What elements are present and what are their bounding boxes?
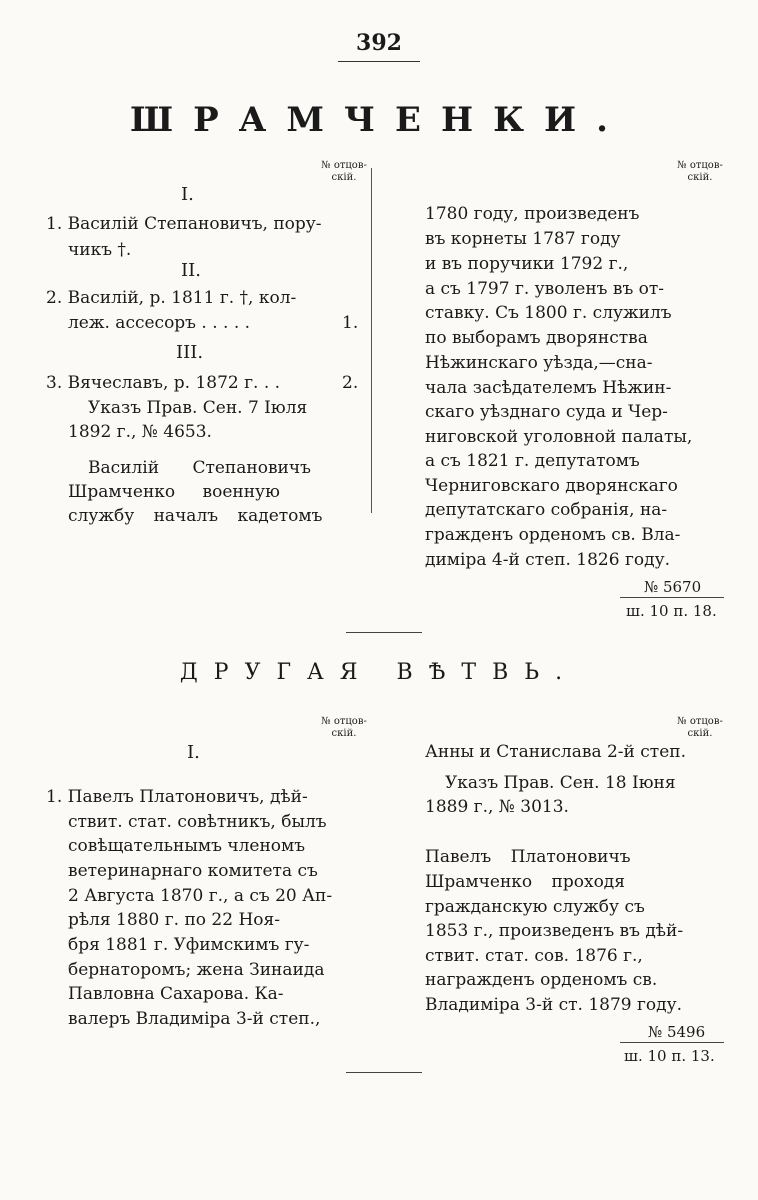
right-line-4: а съ 1797 г. уволенъ въ от- xyxy=(425,279,665,299)
right-line-6: по выборамъ дворянства xyxy=(425,328,648,348)
entry-3-line-2: Указъ Прав. Сен. 7 Іюля xyxy=(88,398,308,418)
column-header-left-2: № отцов- скій. xyxy=(321,716,367,739)
bio-line-1: Василій Степановичъ xyxy=(88,458,311,478)
branch2-archive-number: № 5496 xyxy=(648,1023,706,1041)
branch2-left-line-3: совѣщательнымъ членомъ xyxy=(68,836,306,856)
branch2-bio-line-1: Павелъ Платоновичъ xyxy=(425,847,631,867)
right-line-10: ниговской уголовной палаты, xyxy=(425,427,693,447)
entry-3-line-1: 3. Вячеславъ, р. 1872 г. . . xyxy=(46,373,281,393)
entry-2-line-2: леж. ассесоръ . . . . . xyxy=(68,313,251,333)
branch2-left-line-9: Павловна Сахарова. Ка- xyxy=(68,984,284,1004)
branch2-bio-line-4: 1853 г., произведенъ въ дѣй- xyxy=(425,921,684,941)
bottom-separator xyxy=(346,1072,422,1073)
right-line-9: скаго уѣзднаго суда и Чер- xyxy=(425,402,668,422)
right-line-2: въ корнеты 1787 году xyxy=(425,229,621,249)
entry-2-father-number: 1. xyxy=(342,313,359,333)
column-header-right-2: № отцов- скій. xyxy=(677,716,723,739)
archive-rule xyxy=(620,597,724,598)
section-separator xyxy=(346,632,422,633)
branch2-bio-line-7: Владиміра 3-й ст. 1879 году. xyxy=(425,995,683,1015)
entry-3-father-number: 2. xyxy=(342,373,359,393)
entry-1-line-2: чикъ †. xyxy=(68,240,132,260)
right-line-14: гражденъ орденомъ св. Вла- xyxy=(425,525,681,545)
generation-3-heading: III. xyxy=(176,342,204,363)
right-line-13: депутатскаго собранія, на- xyxy=(425,500,668,520)
branch2-left-line-2: ствит. стат. совѣтникъ, былъ xyxy=(68,812,327,832)
page-number: 392 xyxy=(356,30,402,56)
header-rule xyxy=(338,61,420,62)
right-line-12: Черниговскаго дворянскаго xyxy=(425,476,678,496)
branch2-right-line-1: Анны и Станислава 2-й степ. xyxy=(425,742,686,762)
branch2-archive-reference: ш. 10 п. 13. xyxy=(624,1047,715,1065)
branch2-bio-line-5: ствит. стат. сов. 1876 г., xyxy=(425,946,643,966)
right-line-15: диміра 4-й степ. 1826 году. xyxy=(425,550,670,570)
generation-2-heading: II. xyxy=(181,260,201,281)
branch2-left-line-6: рѣля 1880 г. по 22 Ноя- xyxy=(68,910,280,930)
branch2-left-line-7: бря 1881 г. Уфимскимъ гу- xyxy=(68,935,310,955)
right-line-3: и въ поручики 1792 г., xyxy=(425,254,629,274)
archive-number: № 5670 xyxy=(644,578,702,596)
bio-line-2: Шрамченко военную xyxy=(68,482,280,502)
branch2-bio-line-6: награжденъ орденомъ св. xyxy=(425,970,658,990)
family-title: ШРАМЧЕНКИ. xyxy=(130,100,628,140)
branch2-left-line-10: валеръ Владиміра 3-й степ., xyxy=(68,1009,321,1029)
column-divider xyxy=(371,168,372,513)
branch2-left-line-5: 2 Августа 1870 г., а съ 20 Ап- xyxy=(68,886,333,906)
right-line-8: чала засѣдателемъ Нѣжин- xyxy=(425,378,672,398)
right-line-1: 1780 году, произведенъ xyxy=(425,204,640,224)
column-header-left: № отцов- скій. xyxy=(321,160,367,183)
branch2-generation-1-heading: I. xyxy=(187,742,200,763)
generation-1-heading: I. xyxy=(181,184,194,205)
right-line-11: а съ 1821 г. депутатомъ xyxy=(425,451,640,471)
branch2-left-line-4: ветеринарнаго комитета съ xyxy=(68,861,318,881)
bio-line-3: службу началъ кадетомъ xyxy=(68,506,323,526)
entry-1-line-1: 1. Василій Степановичъ, пору- xyxy=(46,214,322,234)
column-header-right: № отцов- скій. xyxy=(677,160,723,183)
branch2-left-line-1: 1. Павелъ Платоновичъ, дѣй- xyxy=(46,787,308,807)
branch-title: ДРУГАЯ ВѢТВЬ. xyxy=(179,660,579,685)
branch2-decree-line-2: 1889 г., № 3013. xyxy=(425,797,569,817)
branch2-decree-line-1: Указъ Прав. Сен. 18 Іюня xyxy=(445,773,676,793)
branch2-left-line-8: бернаторомъ; жена Зинаида xyxy=(68,960,325,980)
branch2-bio-line-2: Шрамченко проходя xyxy=(425,872,625,892)
entry-3-line-3: 1892 г., № 4653. xyxy=(68,422,212,442)
right-line-5: ставку. Съ 1800 г. служилъ xyxy=(425,303,672,323)
right-line-7: Нѣжинскаго уѣзда,—сна- xyxy=(425,353,653,373)
branch2-archive-rule xyxy=(620,1042,724,1043)
entry-2-line-1: 2. Василій, р. 1811 г. †, кол- xyxy=(46,288,297,308)
branch2-bio-line-3: гражданскую службу съ xyxy=(425,897,645,917)
archive-reference: ш. 10 п. 18. xyxy=(626,602,717,620)
